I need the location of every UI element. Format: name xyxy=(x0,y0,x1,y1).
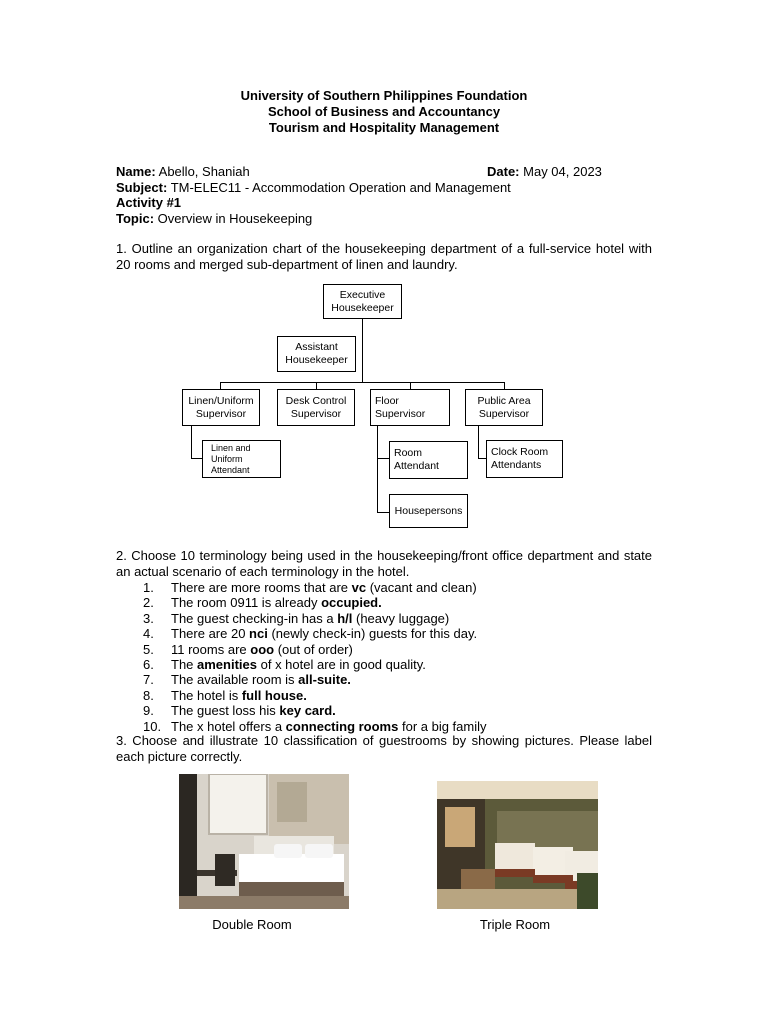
box-clock-room-attendants: Clock Room Attendants xyxy=(486,440,563,478)
subject-value: TM-ELEC11 - Accommodation Operation and Management xyxy=(170,180,511,195)
university-name: University of Southern Philippines Foundation xyxy=(240,88,528,103)
box-housepersons: Housepersons xyxy=(389,494,468,528)
item-number: 1. xyxy=(143,580,154,595)
connector-floor-sup xyxy=(410,382,411,389)
box-room-attendant: Room Attendant xyxy=(389,441,468,479)
connector-linen-att-v xyxy=(191,426,192,458)
item-number: 6. xyxy=(143,657,154,672)
terminology-item xyxy=(143,688,307,703)
connector-exec-down xyxy=(362,318,363,382)
item-term: full house. xyxy=(241,687,307,703)
box-linen-supervisor: Linen/Uniform Supervisor xyxy=(182,389,260,426)
terminology-item xyxy=(143,611,449,626)
terminology-item xyxy=(143,703,336,718)
double-room-caption: Double Room xyxy=(212,917,292,932)
question-1: 1. Outline an organization chart of the housekeeping department of a full-service hotel with 20 rooms and merged sub-department of linen and laundry. xyxy=(116,241,652,272)
item-text-pre: 11 rooms are xyxy=(171,641,251,657)
item-text-pre: The room 0911 is already xyxy=(171,595,322,611)
triple-room-illustration xyxy=(437,781,598,909)
item-term: amenities xyxy=(197,657,257,672)
item-text-pre: The x hotel offers a xyxy=(171,718,286,734)
topic-line xyxy=(116,211,312,227)
item-number: 7. xyxy=(143,672,154,688)
activity-line xyxy=(116,195,181,211)
item-term: ooo xyxy=(250,641,275,657)
terminology-item xyxy=(143,672,351,687)
item-number: 5. xyxy=(143,641,154,657)
box-executive-housekeeper: Executive Housekeeper xyxy=(323,284,402,319)
terminology-item xyxy=(143,719,487,734)
item-text-pre: The xyxy=(171,657,198,672)
item-text-post: (vacant and clean) xyxy=(366,580,477,595)
activity-label: Activity #1 xyxy=(116,195,182,210)
item-number: 10. xyxy=(143,718,162,734)
box-desk-control-supervisor: Desk Control Supervisor xyxy=(277,389,355,426)
item-term: vc xyxy=(351,580,367,595)
item-text-post: of x hotel are in good quality. xyxy=(257,657,426,672)
date-label: Date: xyxy=(487,164,520,179)
topic-label: Topic: xyxy=(116,211,155,226)
name-value: Abello, Shaniah xyxy=(158,164,250,179)
connector-floor-v xyxy=(377,426,378,512)
connector-housepersons-h xyxy=(377,512,389,513)
item-number: 8. xyxy=(143,687,154,703)
item-number: 4. xyxy=(143,626,154,642)
item-text-post: for a big family xyxy=(398,718,487,734)
item-term: occupied. xyxy=(321,595,382,611)
item-text-post: (heavy luggage) xyxy=(352,610,450,626)
item-text-post: (newly check-in) guests for this day. xyxy=(267,626,478,642)
item-text-post: (out of order) xyxy=(274,641,353,657)
item-text-pre: There are 20 xyxy=(171,626,250,642)
item-term: key card. xyxy=(279,703,336,719)
subject-line xyxy=(116,180,511,196)
question-2: 2. Choose 10 terminology being used in the housekeeping/front office department and state an actual scenario of each terminology in the hotel. xyxy=(116,548,652,579)
terminology-item xyxy=(143,595,382,610)
terminology-item xyxy=(143,642,353,657)
connector-clock-h xyxy=(478,458,486,459)
name-label: Name: xyxy=(116,164,156,179)
item-number: 9. xyxy=(143,703,154,719)
box-linen-attendant: Linen and Uniform Attendant xyxy=(202,440,281,478)
item-text-pre: The available room is xyxy=(171,672,299,688)
connector-desk-sup xyxy=(316,382,317,389)
item-text-pre: The guest loss his xyxy=(171,703,280,719)
item-text-pre: There are more rooms that are xyxy=(171,580,352,595)
terminology-item xyxy=(143,657,426,672)
item-number: 3. xyxy=(143,610,154,626)
terminology-item xyxy=(143,580,477,595)
item-term: all-suite. xyxy=(298,672,351,688)
connector-linen-att-h xyxy=(191,458,202,459)
item-number: 2. xyxy=(143,595,154,611)
subject-label: Subject: xyxy=(116,180,168,195)
box-public-area-supervisor: Public Area Supervisor xyxy=(465,389,543,426)
item-text-pre: The guest checking-in has a xyxy=(171,610,338,626)
connector-linen-sup xyxy=(220,382,221,389)
item-term: h/l xyxy=(337,610,353,626)
item-term: connecting rooms xyxy=(285,718,399,734)
double-room-photo xyxy=(179,774,349,909)
connector-room-att-h xyxy=(377,458,389,459)
box-floor-supervisor: Floor Supervisor xyxy=(370,389,450,426)
program-name: Tourism and Hospitality Management xyxy=(268,120,500,135)
date-line xyxy=(487,164,602,180)
date-value: May 04, 2023 xyxy=(523,164,602,179)
double-room-illustration xyxy=(179,774,349,909)
name-line xyxy=(116,164,250,180)
terminology-item xyxy=(143,626,477,641)
question-3: 3. Choose and illustrate 10 classification of guestrooms by showing pictures. Please label each picture correctly. xyxy=(116,733,652,764)
triple-room-caption: Triple Room xyxy=(479,917,551,932)
connector-supervisor-bar xyxy=(220,382,504,383)
connector-clock-v xyxy=(478,426,479,458)
connector-public-sup xyxy=(504,382,505,389)
item-term: nci xyxy=(249,626,268,642)
triple-room-photo xyxy=(437,781,598,909)
item-text-pre: The hotel is xyxy=(171,687,242,703)
box-assistant-housekeeper: Assistant Housekeeper xyxy=(277,336,356,372)
topic-value: Overview in Housekeeping xyxy=(157,211,313,226)
school-name: School of Business and Accountancy xyxy=(267,104,501,119)
